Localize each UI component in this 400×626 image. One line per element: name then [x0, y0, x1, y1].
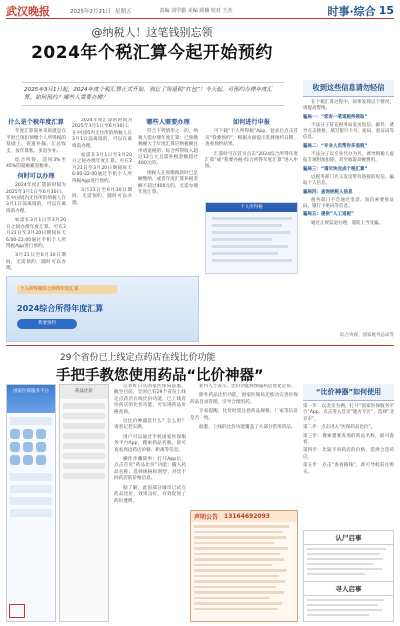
paragraph: 可下载“个人所得税”App，登录后点击首页“我要预约”，根据页面提示选择预约日期，查看预约结果。: [205, 129, 298, 148]
text-line: [194, 586, 276, 589]
sidebar-item-text: 不法分子以专业代办为名，诱导纳税人虚报专项附加扣除，甚至收取高额费用。: [303, 152, 394, 164]
paragraph: 操作步骤简单：打开App后，点击首页“药品比价”功能；输入药品名称；选择规格和剂型；对比不同药店的价格信息。: [114, 457, 186, 482]
text-line: [307, 604, 378, 606]
app-icon: [10, 455, 20, 465]
text-line: [194, 558, 284, 561]
sidebar-item-text: 不法分子冒充税务局发送短信、邮件，诱导点击链接，填写银行卡号、密码、验证码等信息。: [303, 122, 394, 141]
top-article-lead: 2025年3月1日起，2024年度个税汇算正式开始，别忘了领退税“红包”！今天起，可预约办理年度汇算。如何预约？哪些人需要办理？: [22, 82, 284, 106]
paragraph: 3月21日至6月30日期间，无需预约，随时可以办理。: [72, 188, 132, 206]
text-line: [194, 597, 270, 600]
content-row: [63, 413, 105, 419]
content-row: [63, 433, 105, 439]
text-line: [194, 580, 285, 583]
text-line: [194, 531, 282, 534]
scam-warning-sidebar: [303, 80, 394, 330]
text-line: [194, 525, 289, 528]
search-bar: [10, 417, 52, 425]
text-line: [194, 564, 272, 567]
classified-ad: [190, 510, 298, 622]
sidebar-item-text: 以税务部门名义发送带有链接的短信，骗取个人信息。: [303, 174, 394, 187]
app-icon: [23, 429, 33, 439]
paragraph: 汇算时可在首页点击“2024综合所得年度汇算”或“我要办税-综合所得年度汇算”进入申报。: [205, 151, 298, 170]
app-icon-grid: [7, 425, 55, 469]
issue-date: 2025年2月21日: [70, 8, 111, 15]
text-line: [194, 542, 274, 545]
page-number: 15: [378, 4, 394, 17]
content-row: [10, 473, 52, 481]
app-title-bar: 个人所得税: [206, 203, 297, 212]
notice-body: [304, 545, 393, 581]
sidebar-item-head: 骗局五：提供“人工退税”: [303, 212, 354, 218]
sidebar-item-text: 通过正规渠道办理，谨防上当受骗。: [311, 220, 383, 226]
app-icon: [23, 455, 33, 465]
text-line: [307, 563, 373, 565]
app-icon: [36, 455, 46, 465]
text-line: [194, 569, 287, 572]
text-line: [307, 553, 380, 555]
step-item: 第三步：搜索想要查询的药品名称，即可查看。: [303, 433, 394, 446]
paragraph: 3月21日至6月30日期间，无需预约，随时可以办理。: [6, 253, 66, 272]
app-header: 药品比价: [60, 385, 108, 399]
text-line: [194, 602, 282, 605]
masthead: [6, 3, 394, 19]
content-row: [63, 423, 105, 429]
sidebar-item-head: 骗局二：“专业人员帮你多退税”: [303, 143, 368, 149]
sidebar-byline: 综合央视、国家税务总局等: [340, 333, 394, 338]
step-item: 第五步：点击“查看路线”，即可导航前往购买。: [303, 463, 394, 475]
notice-title: 寻人启事: [304, 581, 393, 596]
sidebar-intro: 在个税汇算过程中，如果发现以下情况，请提高警惕。: [303, 100, 394, 112]
text-line: [194, 536, 286, 539]
section-name: 时事·综合: [327, 4, 376, 18]
paragraph: 年度汇算简单来说就是在平时已预扣预缴个人所得税的基础上，查遗补漏、汇总收支、按年算账、多退少补。: [6, 129, 66, 154]
text-line: [212, 217, 292, 220]
sidebar-item-head: 骗局三：“请尽快完成个税汇算”: [303, 166, 368, 172]
comparison-steps-box: [303, 384, 394, 478]
tax-app-banner-image: [6, 276, 199, 342]
app-icon: [36, 429, 46, 439]
text-line: [194, 575, 279, 578]
app-banner-heading: 2024综合所得年度汇算: [17, 304, 104, 313]
medical-app-screenshot-compare: [59, 384, 109, 622]
paragraph: 据悉，上线的比价功能覆盖了大部分常用药品。: [199, 425, 296, 431]
text-line: [194, 547, 288, 550]
column-heading: 如何进行申报: [232, 119, 271, 126]
app-icon: [10, 429, 20, 439]
ad-header: [191, 511, 297, 522]
bottom-article-column-1: [114, 384, 186, 622]
content-row: [63, 443, 105, 449]
paragraph: 如需在3月1日至3月20日之间办理年度汇算，可在2月21日至3月20日期间每天6:00-22:00通过手机个人所得税App进行预约。: [6, 218, 66, 249]
tax-app-screenshot: [205, 202, 298, 274]
ad-phone: 13164692093: [224, 513, 270, 520]
paragraph: 用户可以通过手机国家医保服务平台App，搜索药品名称，即可查看周边药店价格、距离等信息。: [114, 434, 186, 453]
paragraph: 业内人士表示，比价功能将倒逼药店优化定价。: [199, 384, 296, 389]
content-row: [10, 497, 52, 505]
sidebar-item-head: 骗局四：查询纳税人信息: [303, 189, 353, 195]
column-heading: 哪些人需要办理: [146, 119, 190, 126]
column-heading: 什么是个税年度汇算: [8, 119, 64, 126]
text-line: [307, 609, 382, 611]
text-line: [194, 608, 278, 611]
bottom-article-column-2: [190, 384, 298, 506]
paragraph: 2024年度汇算的时间为2025年3月1日至6月30日。在中国境内无住所的纳税人在3月1日前离境的，可以在离境前办理。: [6, 183, 66, 214]
text-line: [194, 591, 284, 594]
newspaper-name: 武汉晚报: [6, 4, 50, 18]
step-item: 第二步：点击进入“医保药品比价”。: [303, 425, 376, 431]
content-row: [10, 485, 52, 493]
text-line: [307, 599, 384, 601]
text-line: [307, 573, 365, 575]
text-line: [212, 252, 278, 255]
bottom-article-subtitle: 29个省份已上线定点药店在线比价功能: [60, 353, 216, 363]
paragraph: 纳税人在预缴税款时已足额缴纳，或者年度汇算补税金额不超过400元的，无需办理年度汇算。: [138, 170, 198, 196]
text-line: [307, 614, 369, 616]
issue-weekday: 星期五: [115, 8, 132, 15]
paragraph: 记者昨日从国家医保局获悉，截至目前，全国已有29个省份上线定点药店在线比价功能，已上线省份药店的比价功能，可实现药品价格查询。: [114, 384, 186, 415]
content-row: [63, 403, 105, 409]
paragraph: 据了解，此前部分城市已试点药品比价，效果良好，有效促进了药价透明。: [114, 485, 186, 504]
paragraph: 除外药品比价功能，国家医保局还推动完善医保药品目录管理，引导合理用药。: [190, 393, 298, 405]
top-article-title: 2024年个税汇算今起开始预约: [31, 43, 273, 63]
top-article-column-1: [6, 118, 66, 274]
steps-title: “比价神器”如何使用: [303, 384, 394, 401]
paragraph: 专家提醒，比价时需注意药品规格、厂家等信息是否一致。: [190, 409, 298, 421]
top-article-column-3: [205, 118, 298, 200]
ad-body: [191, 522, 297, 616]
step-item: 第四步：比较不同药店的价格，选择合适药店。: [303, 448, 394, 460]
text-line: [194, 553, 280, 556]
step-item: 第一步：以北京为例，打开“国家医保服务平台”App，点击进入首页“地方专区”，选择“北京市”。: [303, 404, 394, 422]
top-article-subtitle: @纳税人！这笔钱别忘领: [91, 26, 213, 39]
text-line: [307, 568, 382, 570]
notice-body: [304, 596, 393, 622]
top-article-column-1b: [72, 118, 132, 274]
ad-title: 声明公告: [194, 514, 219, 521]
highlight-box: [9, 604, 25, 618]
article-divider: [6, 345, 394, 346]
content-row: [10, 509, 52, 517]
bottom-article-title: 手把手教您使用药品“比价神器”: [56, 368, 264, 384]
sidebar-title: 收到这些信息请勿轻信: [303, 80, 394, 97]
staff-credits: 责编 刘学勤 美编 邱楠 校对 王杰: [159, 8, 233, 14]
sidebar-body: [303, 100, 394, 227]
content-row: [63, 453, 105, 459]
app-icon: [10, 442, 20, 452]
steps-body: [303, 404, 394, 476]
app-banner-label: 个人所得税综合所得年度汇算: [17, 285, 117, 294]
text-line: [212, 231, 290, 234]
notice-title: 认尸启事: [304, 531, 393, 545]
paragraph: 符合下列情形之一的，纳税人需办理年度汇算：已预缴税额大于年度汇算应纳税额且申请退税的；综合所得收入超过12万元且需补税金额超过400元的。: [138, 129, 198, 167]
sidebar-item-text: 税务部门不会通过电话、短信索要验证码、银行卡密码等信息。: [303, 197, 394, 210]
text-line: [212, 245, 288, 248]
column-heading: 何时可以办理: [17, 172, 55, 180]
text-line: [307, 558, 383, 560]
paragraph: 如需在3月1日至3月20日之间办理年度汇算，可在2月21日至3月20日期间每天6:00-22:00通过手机个人所得税App进行预约。: [72, 153, 132, 184]
public-notices: [303, 530, 394, 622]
app-icon: [23, 442, 33, 452]
paragraph: 2024年度汇算的时间为2025年3月1日至6月30日。在中国境内无住所的纳税人在3月1日前离境的，可以在离境前办理。: [72, 118, 132, 149]
app-icon: [36, 442, 46, 452]
text-line: [212, 238, 272, 241]
paragraph: 这比价神器是什么？怎么用？请看记者实测。: [114, 419, 186, 431]
text-line: [307, 548, 386, 550]
content-row: [63, 473, 105, 479]
app-header: 国家医保服务平台: [7, 385, 55, 413]
content-row: [63, 463, 105, 469]
sidebar-item-head: 骗局一：“您有一笔退税待领取”: [303, 114, 368, 120]
top-article-column-2: [138, 118, 198, 274]
paragraph: 综合所得，适用3%至45%的超额累进税率。: [6, 158, 66, 170]
medical-app-screenshot-home: [6, 384, 56, 622]
text-line: [212, 224, 282, 227]
text-line: [212, 259, 292, 262]
app-reserve-button: 我要预约: [17, 319, 77, 329]
